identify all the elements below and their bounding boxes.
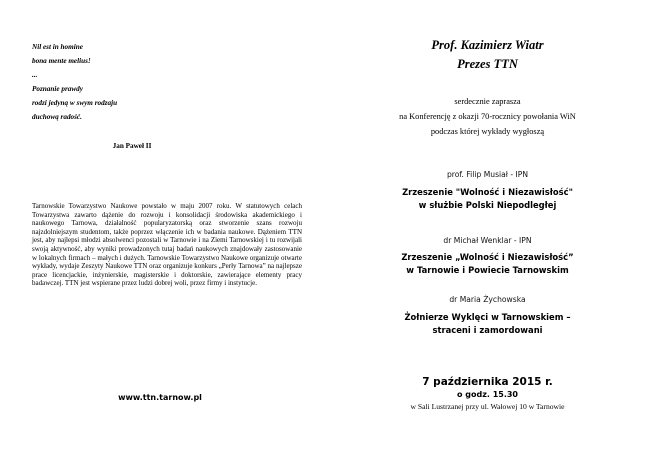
- talk-title-2: [325, 251, 650, 276]
- quote-line: ...: [32, 71, 38, 79]
- website-link[interactable]: www.ttn.tarnow.pl: [118, 393, 202, 402]
- invite-line: serdecznie zaprasza: [454, 97, 521, 106]
- right-panel: [325, 0, 650, 453]
- motto-quote: [32, 40, 292, 124]
- event-time: o godz. 15.30: [456, 390, 518, 399]
- talk-title-1: [325, 186, 650, 211]
- event-venue: w Sali Lustrzanej przy ul. Wałowej 10 w Tarnowie: [410, 402, 565, 411]
- quote-author: Jan Paweł II: [112, 142, 152, 150]
- quote-line: duchową radość.: [32, 113, 82, 121]
- invite-line: podczas której wykłady wygłoszą: [430, 127, 545, 136]
- invitation-text: [325, 94, 650, 139]
- host-name: Prof. Kazimierz Wiatr: [431, 38, 544, 52]
- speaker-1: prof. Filip Musiał - IPN: [446, 170, 529, 179]
- invite-line: na Konferencję z okazji 70-rocznicy powołania WiN: [399, 112, 576, 121]
- speaker-2: dr Michał Wenklar - IPN: [443, 236, 532, 245]
- talk-title-line: w Tarnowie i Powiecie Tarnowskim: [406, 264, 569, 275]
- quote-line: Nil est in homine: [32, 43, 83, 51]
- talk-title-line: straceni i zamordowani: [432, 324, 543, 335]
- event-date: 7 października 2015 r.: [422, 376, 553, 388]
- talk-title-line: Zrzeszenie "Wolność i Niezawisłość": [402, 187, 573, 197]
- host-role: Prezes TTN: [457, 57, 518, 71]
- society-description: Tarnowskie Towarzystwo Naukowe powstało w maju 2007 roku. W statutowych celach Towarzystwa zawarto dążenie do rozwoju i konsolidacji środowiska akademickiego i naukowego Tarnowa, działalność popularyzatorską oraz stworzenie szans rozwoju najzdolniejszym studentom, także poprzez włączenie ich w badania naukowe. Dążeniem TTN jest, aby najlepsi młodzi absolwenci pozostali w Tarnowie i na Ziemi Tarnowskiej i tu rozwijali swoją aktywność, aby wyniki prowadzonych tutaj badań naukowych znajdowały zastosowanie w lokalnych firmach – małych i dużych. Tarnowskie Towarzystwo Naukowe organizuje otwarte wykłady, wydaje Zeszyty Naukowe TTN oraz organizuje konkurs „Perły Tarnowa” na najlepsze prace licencjackie, inżynierskie, magisterskie i doktorskie, zawierające elementy pracy badawczej. TTN jest wspierane przez ludzi dobrej woli, przez firmy i instytucje.: [32, 202, 302, 288]
- talk-title-line: Zrzeszenie „Wolność i Niezawisłość”: [401, 252, 574, 262]
- speaker-3: dr Maria Żychowska: [449, 295, 526, 304]
- talk-title-3: [325, 311, 650, 336]
- talk-title-line: Żołnierze Wyklęci w Tarnowskiem –: [404, 312, 571, 322]
- quote-line: bona mente melius!: [32, 57, 91, 65]
- quote-line: Poznanie prawdy: [32, 85, 83, 93]
- talk-title-line: w służbie Polski Niepodległej: [418, 199, 557, 210]
- quote-line: rodzi jedyną w swym rodzaju: [32, 99, 118, 107]
